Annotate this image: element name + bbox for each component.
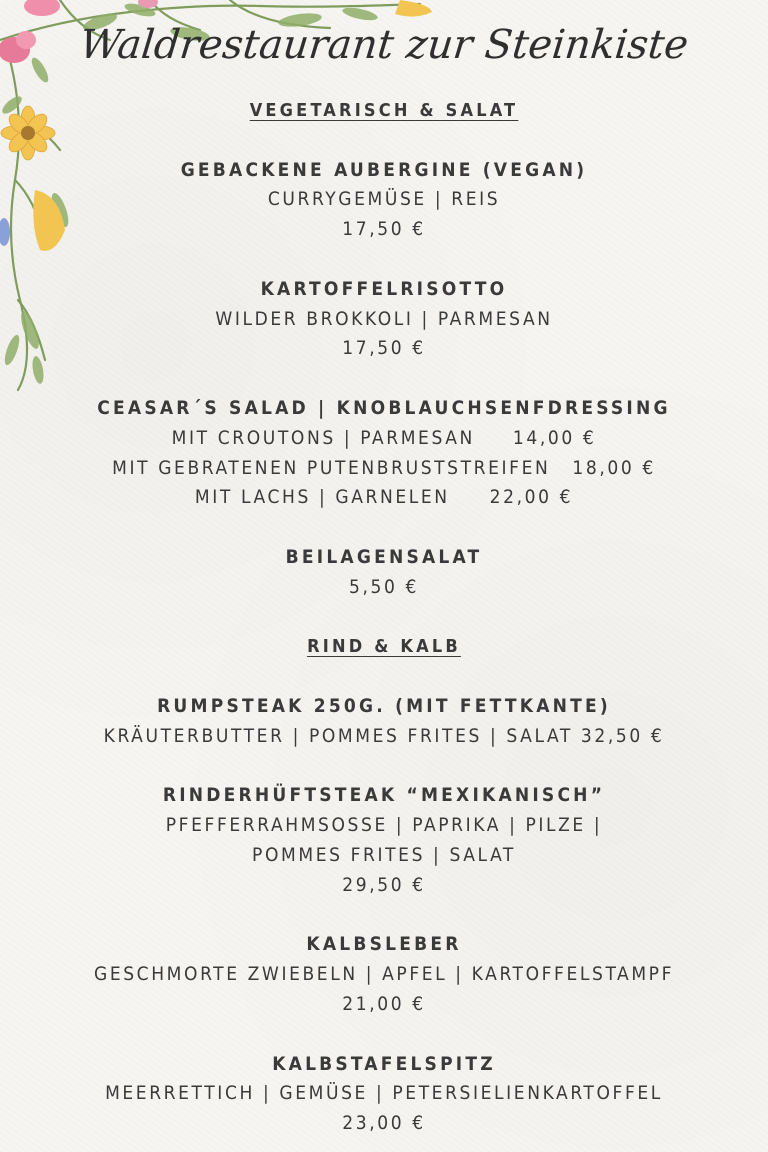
option-label: MIT GEBRATENEN PUTENBRUSTSTREIFEN <box>112 456 551 479</box>
dish-option-croutons <box>0 424 768 454</box>
section-heading-rind: RIND & KALB <box>307 636 461 658</box>
restaurant-title: Waldrestaurant zur Steinkiste <box>77 22 691 68</box>
dish-desc-hueftsteak-2: POMMES FRITES | SALAT <box>252 843 516 866</box>
option-price: 18,00 € <box>572 456 656 479</box>
option-price: 14,00 € <box>512 426 597 449</box>
dish-name-hueftsteak: RINDERHÜFTSTEAK “MEXIKANISCH” <box>162 784 606 807</box>
dish-name-tafelspitz: KALBSTAFELSPITZ <box>272 1052 496 1075</box>
dish-name-risotto: KARTOFFELRISOTTO <box>260 277 508 300</box>
option-price: 22,00 € <box>489 486 574 509</box>
dish-option-lachs <box>0 483 768 513</box>
dish-desc-risotto: WILDER BROKKOLI | PARMESAN <box>215 307 553 330</box>
dish-price-hueftsteak: 29,50 € <box>342 873 426 896</box>
dish-name-beilagensalat: BEILAGENSALAT <box>285 545 483 568</box>
dish-price-aubergine: 17,50 € <box>342 218 426 241</box>
dish-name-kalbsleber: KALBSLEBER <box>306 933 462 956</box>
option-label: MIT LACHS | GARNELEN <box>194 486 450 509</box>
dish-desc-kalbsleber: GESCHMORTE ZWIEBELN | APFEL | KARTOFFELSTAMPF <box>93 963 675 986</box>
dish-desc-tafelspitz: MEERRETTICH | GEMÜSE | PETERSIELIENKARTOFFEL <box>105 1082 663 1105</box>
dish-name-aubergine: GEBACKENE AUBERGINE (VEGAN) <box>180 158 588 181</box>
menu-content <box>0 96 768 1139</box>
dish-desc-hueftsteak-1: PFEFFERRAHMSOSSE | PAPRIKA | PILZE | <box>165 814 603 837</box>
dish-name-caesar: CEASAR´S SALAD | KNOBLAUCHSENFDRESSING <box>97 396 671 419</box>
dish-price-kalbsleber: 21,00 € <box>342 992 426 1015</box>
dish-price-risotto: 17,50 € <box>342 337 426 360</box>
dish-name-rumpsteak: RUMPSTEAK 250G. (MIT FETTKANTE) <box>157 694 611 717</box>
option-label: MIT CROUTONS | PARMESAN <box>171 426 475 449</box>
dish-price-beilagensalat: 5,50 € <box>349 575 419 598</box>
dish-option-putenbrust <box>0 454 768 484</box>
dish-desc-rumpsteak: KRÄUTERBUTTER | POMMES FRITES | SALAT 32,50 € <box>103 724 665 747</box>
section-heading-vegetarisch: VEGETARISCH & SALAT <box>249 100 519 121</box>
dish-price-tafelspitz: 23,00 € <box>342 1112 426 1135</box>
dish-desc-aubergine: CURRYGEMÜSE | REIS <box>267 188 501 211</box>
